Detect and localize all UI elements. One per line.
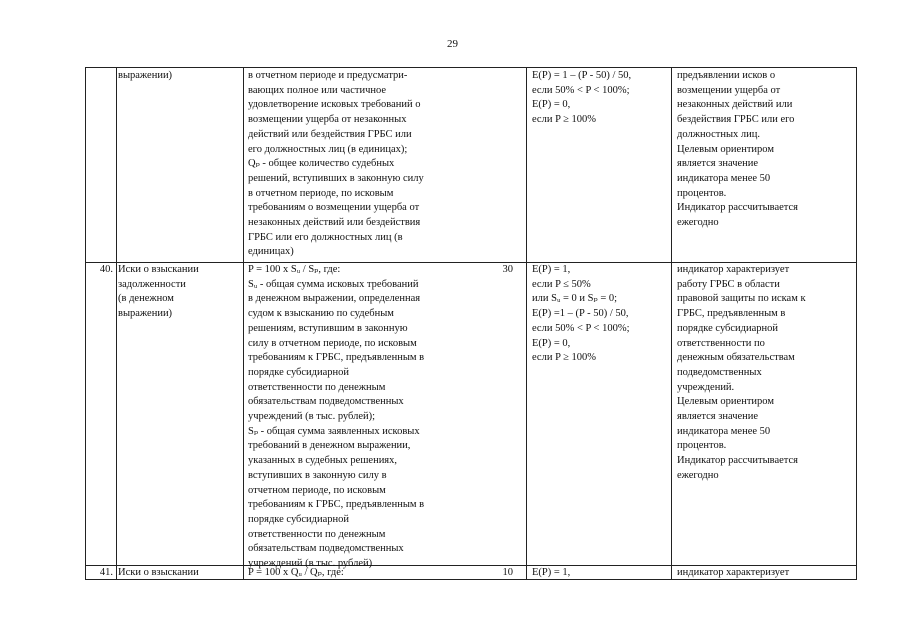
formula-text-line: ответственности по денежным bbox=[248, 528, 386, 540]
formula-text-line: действий или бездействия ГРБС или bbox=[248, 128, 412, 140]
formula-text-line: требованиям к ГРБС, предъявленным в bbox=[248, 499, 425, 511]
comment-text-line: ежегодно bbox=[677, 469, 719, 481]
comment-text-line: индикатор характеризует bbox=[677, 264, 790, 275]
formula-text-line: решениям, вступившим в законную bbox=[248, 322, 408, 334]
row-1-weight-cell bbox=[488, 69, 513, 259]
weight-text: 30 bbox=[502, 264, 513, 275]
row-3-num-cell bbox=[87, 566, 113, 579]
row-2-formula-cell bbox=[248, 263, 488, 570]
column-divider bbox=[526, 68, 527, 579]
row-1-formula-cell bbox=[248, 69, 488, 259]
formula-text-line: учреждений (в тыс. рублей) bbox=[248, 558, 373, 570]
formula-text-line: в отчетном периоде и предусматри- bbox=[248, 70, 408, 81]
comment-text-line: должностных лиц. bbox=[677, 128, 760, 140]
comment-text-line: подведомственных bbox=[677, 366, 762, 378]
row-1-name-cell bbox=[118, 69, 240, 259]
comment-text-line: учреждений. bbox=[677, 381, 735, 393]
formula-text-line: учреждений (в тыс. рублей); bbox=[248, 411, 376, 423]
formula-text-line: P = 100 x Qᵤ / Qₚ, где: bbox=[248, 567, 344, 578]
comment-text-line: индикатор характеризует bbox=[677, 567, 790, 578]
comment-text-line: незаконных действий или bbox=[677, 99, 793, 111]
evaluation-text-line: E(P) = 0, bbox=[532, 337, 571, 349]
evaluation-text-line: если P ≥ 100% bbox=[532, 352, 597, 364]
formula-text-line: возмещении ущерба от незаконных bbox=[248, 114, 407, 126]
evaluation-text-line: E(P) = 1, bbox=[532, 264, 571, 275]
formula-text-line: порядке субсидиарной bbox=[248, 513, 350, 525]
num-text: 40. bbox=[99, 264, 113, 275]
formula-text-line: Qₚ - общее количество судебных bbox=[248, 158, 395, 170]
formula-text-line: требованиям о возмещении ущерба от bbox=[248, 202, 420, 214]
row-3-weight-cell bbox=[488, 566, 513, 579]
weight-text: 10 bbox=[502, 567, 513, 578]
formula-text-line: требований в денежном выражении, bbox=[248, 440, 411, 452]
formula-text-line: в денежном выражении, определенная bbox=[248, 293, 421, 305]
name-text-line: выражении) bbox=[118, 70, 173, 81]
comment-text-line: денежным обязательствам bbox=[677, 352, 795, 364]
name-text-line: Иски о взыскании bbox=[118, 264, 199, 275]
comment-text-line: ответственности по bbox=[677, 337, 765, 349]
comment-text-line: процентов. bbox=[677, 187, 727, 199]
comment-text-line: Индикатор рассчитывается bbox=[677, 202, 798, 214]
comment-text-line: является значение bbox=[677, 158, 759, 170]
comment-text-line: правовой защиты по искам к bbox=[677, 293, 806, 305]
evaluation-text-line: E(P) =1 – (P - 50) / 50, bbox=[532, 308, 629, 320]
formula-text-line: вающих полное или частичное bbox=[248, 84, 387, 96]
comment-text-line: работу ГРБС в области bbox=[677, 278, 780, 290]
evaluation-text-line: E(P) = 1, bbox=[532, 567, 571, 578]
formula-text-line: ГРБС или его должностных лиц (в bbox=[248, 231, 403, 243]
comment-text-line: является значение bbox=[677, 411, 759, 423]
column-divider bbox=[243, 68, 244, 579]
row-2-num-cell bbox=[87, 263, 113, 563]
page-number: 29 bbox=[447, 38, 458, 50]
formula-text-line: порядке субсидиарной bbox=[248, 366, 350, 378]
formula-text-line: единицах) bbox=[248, 246, 294, 258]
name-text-line: (в денежном bbox=[118, 293, 174, 305]
comment-text-line: ежегодно bbox=[677, 217, 719, 229]
evaluation-text-line: если P ≥ 100% bbox=[532, 114, 597, 126]
formula-text-line: силу в отчетном периоде, по исковым bbox=[248, 337, 417, 349]
evaluation-text-line: если P ≤ 50% bbox=[532, 278, 591, 290]
formula-text-line: требованиям к ГРБС, предъявленным в bbox=[248, 352, 425, 364]
comment-text-line: индикатора менее 50 bbox=[677, 425, 771, 437]
row-3-formula-cell bbox=[248, 566, 488, 579]
name-text-line: Иски о взыскании bbox=[118, 567, 199, 578]
formula-text-line: незаконных действий или бездействия bbox=[248, 217, 421, 229]
row-1-num-cell bbox=[87, 69, 113, 259]
formula-text-line: обязательствам подведомственных bbox=[248, 396, 404, 408]
comment-text-line: индикатора менее 50 bbox=[677, 172, 771, 184]
name-text-line: выражении) bbox=[118, 308, 173, 320]
comment-text-line: Целевым ориентиром bbox=[677, 143, 774, 155]
row-3-comment-cell bbox=[677, 566, 855, 579]
formula-text-line: Sᵤ - общая сумма исковых требований bbox=[248, 278, 419, 290]
evaluation-text-line: E(P) = 1 – (P - 50) / 50, bbox=[532, 70, 632, 81]
formula-text-line: указанных в судебных решениях, bbox=[248, 455, 398, 467]
comment-text-line: Индикатор рассчитывается bbox=[677, 455, 798, 467]
row-3-name-cell bbox=[118, 566, 240, 579]
formula-text-line: вступивших в законную силу в bbox=[248, 469, 387, 481]
row-2-name-cell bbox=[118, 263, 240, 563]
row-2-comment-cell bbox=[677, 263, 855, 563]
formula-text-line: P = 100 x Sᵤ / Sₚ, где: bbox=[248, 264, 341, 275]
comment-text-line: возмещении ущерба от bbox=[677, 84, 781, 96]
formula-text-line: Sₚ - общая сумма заявленных исковых bbox=[248, 425, 420, 437]
evaluation-text-line: E(P) = 0, bbox=[532, 99, 571, 111]
comment-text-line: бездействия ГРБС или его bbox=[677, 114, 795, 126]
formula-text-line: ответственности по денежным bbox=[248, 381, 386, 393]
formula-text-line: в отчетном периоде, по исковым bbox=[248, 187, 394, 199]
comment-text-line: порядке субсидиарной bbox=[677, 322, 779, 334]
column-divider bbox=[671, 68, 672, 579]
comment-text-line: процентов. bbox=[677, 440, 727, 452]
row-1-comment-cell bbox=[677, 69, 855, 259]
formula-text-line: судом к взысканию по судебным bbox=[248, 308, 394, 320]
formula-text-line: обязательствам подведомственных bbox=[248, 543, 404, 555]
evaluation-text-line: если 50% < P < 100%; bbox=[532, 84, 630, 96]
column-divider bbox=[116, 68, 117, 579]
num-text: 41. bbox=[99, 567, 113, 578]
name-text-line: задолженности bbox=[118, 278, 186, 290]
row-3-evaluation-cell bbox=[532, 566, 670, 579]
row-2-weight-cell bbox=[488, 263, 513, 563]
evaluation-text-line: если 50% < P < 100%; bbox=[532, 322, 630, 334]
comment-text-line: предъявлении исков о bbox=[677, 70, 776, 81]
formula-text-line: его должностных лиц (в единицах); bbox=[248, 143, 408, 155]
evaluation-text-line: или Sᵤ = 0 и Sₚ = 0; bbox=[532, 293, 618, 305]
row-1-evaluation-cell bbox=[532, 69, 670, 259]
formula-text-line: решений, вступивших в законную силу bbox=[248, 172, 424, 184]
formula-text-line: отчетном периоде, по исковым bbox=[248, 484, 386, 496]
comment-text-line: ГРБС, предъявленным в bbox=[677, 308, 786, 320]
comment-text-line: Целевым ориентиром bbox=[677, 396, 774, 408]
row-2-evaluation-cell bbox=[532, 263, 670, 563]
formula-text-line: удовлетворение исковых требований о bbox=[248, 99, 421, 111]
